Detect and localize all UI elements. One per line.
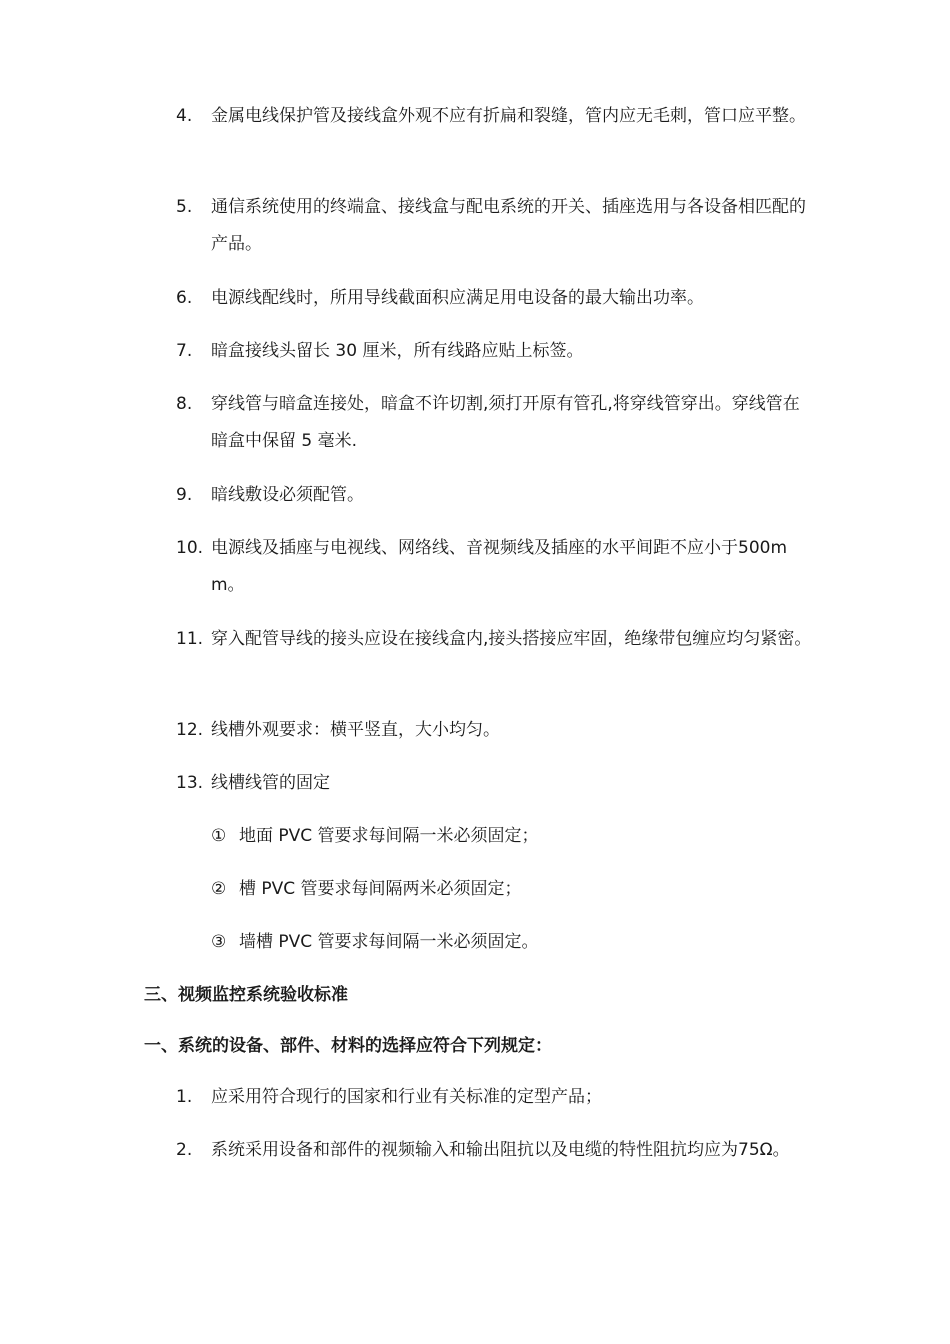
item-text: 线槽外观要求：横平竖直，大小均匀。 [211, 720, 500, 740]
list-item [176, 333, 816, 370]
sub-list-item [211, 924, 811, 961]
item-text: 通信系统使用的终端盒、接线盒与配电系统的开关、插座选用与各设备相匹配的产品。 [211, 197, 806, 254]
item-text: 电源线及插座与电视线、网络线、音视频线及插座的水平间距不应小于500mm。 [211, 538, 788, 595]
item-number: 5. [176, 197, 193, 217]
sub-item-text: 墙槽 PVC 管要求每间隔一米必须固定。 [239, 932, 539, 952]
item-number: 4. [176, 106, 193, 126]
circled-number: ② [211, 879, 227, 899]
item-number: 9. [176, 485, 193, 505]
item-number: 6. [176, 288, 193, 308]
item-number: 10. [176, 538, 204, 558]
list-item [176, 477, 816, 514]
list-item [176, 1132, 816, 1169]
list-item [176, 1079, 816, 1116]
sub-list-item [211, 871, 811, 908]
list-item [176, 712, 816, 749]
subsection-heading: 一、系统的设备、部件、材料的选择应符合下列规定： [144, 1036, 552, 1056]
sub-item-text: 槽 PVC 管要求每间隔两米必须固定； [239, 879, 522, 899]
item-text: 暗盒接线头留长 30 厘米，所有线路应贴上标签。 [211, 341, 584, 361]
item-text: 暗线敷设必须配管。 [211, 485, 364, 505]
item-number: 2. [176, 1140, 193, 1160]
item-number: 7. [176, 341, 193, 361]
list-item [176, 765, 816, 802]
item-text: 应采用符合现行的国家和行业有关标准的定型产品； [211, 1087, 602, 1107]
list-item [176, 280, 816, 317]
item-number: 12. [176, 720, 204, 740]
item-text: 穿线管与暗盒连接处，暗盒不许切割,须打开原有管孔,将穿线管穿出。穿线管在暗盒中保留 5 毫米. [211, 394, 800, 451]
list-item [176, 386, 816, 460]
list-item [176, 621, 816, 658]
item-number: 1. [176, 1087, 193, 1107]
item-text: 电源线配线时，所用导线截面积应满足用电设备的最大输出功率。 [211, 288, 704, 308]
list-item [176, 530, 816, 604]
list-item [176, 189, 816, 263]
item-number: 8. [176, 394, 193, 414]
circled-number: ① [211, 826, 227, 846]
sub-item-text: 地面 PVC 管要求每间隔一米必须固定； [239, 826, 539, 846]
item-text: 金属电线保护管及接线盒外观不应有折扁和裂缝，管内应无毛刺，管口应平整。 [211, 106, 806, 126]
item-text: 穿入配管导线的接头应设在接线盒内,接头搭接应牢固，绝缘带包缠应均匀紧密。 [211, 629, 812, 649]
item-text: 系统采用设备和部件的视频输入和输出阻抗以及电缆的特性阻抗均应为75Ω。 [211, 1140, 790, 1160]
circled-number: ③ [211, 932, 227, 952]
sub-list-item [211, 818, 811, 855]
list-item [176, 98, 816, 135]
item-number: 13. [176, 773, 204, 793]
item-text: 线槽线管的固定 [211, 773, 330, 793]
section-heading: 三、视频监控系统验收标准 [144, 985, 348, 1005]
item-number: 11. [176, 629, 204, 649]
